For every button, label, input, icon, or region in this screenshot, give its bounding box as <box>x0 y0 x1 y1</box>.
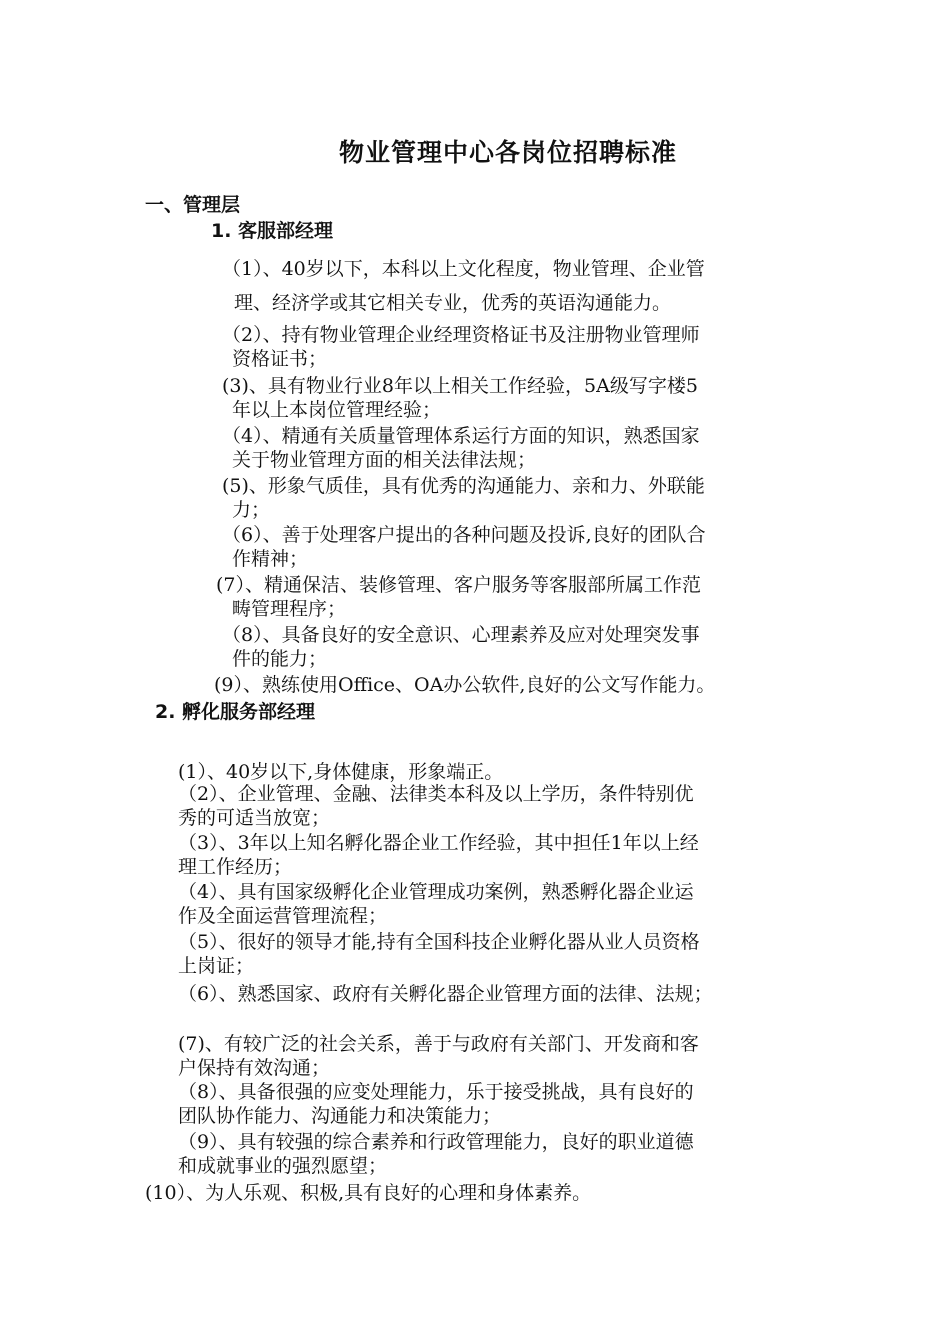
requirement-line: (7)、有较广泛的社会关系，善于与政府有关部门、开发商和客 <box>178 1033 699 1055</box>
customer-service-requirement-item-8 <box>222 623 700 671</box>
customer-service-requirement-item-2 <box>222 323 700 371</box>
requirement-line: 户保持有效沟通； <box>178 1057 331 1079</box>
requirement-line: (1）、40岁以下,身体健康，形象端正。 <box>178 761 504 783</box>
requirement-line: 团队协作能力、沟通能力和决策能力； <box>178 1105 502 1127</box>
requirement-line: （2）、持有物业管理企业经理资格证书及注册物业管理师 <box>222 324 700 346</box>
requirement-line: 关于物业管理方面的相关法律法规； <box>232 449 537 471</box>
incubation-service-requirement-item-9 <box>178 1130 694 1178</box>
document-title: 物业管理中心各岗位招聘标准 <box>338 138 677 167</box>
customer-service-requirement-item-4 <box>222 424 700 472</box>
requirement-line: 理工作经历； <box>178 856 293 878</box>
section-heading-management: 一、管理层 <box>145 194 241 216</box>
requirement-line: （5）、很好的领导才能,持有全国科技企业孵化器从业人员资格 <box>178 931 700 953</box>
requirement-line: （2）、企业管理、金融、法律类本科及以上学历，条件特别优 <box>178 783 694 805</box>
requirement-line: (3)、具有物业行业8年以上相关工作经验，5A级写字楼5 <box>222 375 698 397</box>
requirement-line: 作精神； <box>232 548 309 570</box>
requirement-line: (7）、精通保洁、装修管理、客户服务等客服部所属工作范 <box>216 574 702 596</box>
customer-service-requirement-item-7 <box>216 573 701 621</box>
requirement-line: 年以上本岗位管理经验； <box>232 399 442 421</box>
customer-service-requirement-item-3 <box>222 374 698 422</box>
requirement-line: 和成就事业的强烈愿望； <box>178 1155 388 1177</box>
incubation-service-requirement-item-7 <box>178 1032 699 1080</box>
incubation-service-requirement-item-6 <box>178 982 713 1006</box>
requirement-line: 上岗证； <box>178 955 255 977</box>
requirement-line: (10）、为人乐观、积极,具有良好的心理和身体素养。 <box>145 1182 592 1204</box>
requirement-line: （8）、具备很强的应变处理能力，乐于接受挑战，具有良好的 <box>178 1081 694 1103</box>
requirement-line: （9）、具有较强的综合素养和行政管理能力，良好的职业道德 <box>178 1131 694 1153</box>
customer-service-requirement-item-5 <box>222 474 705 522</box>
requirement-line: （3）、3年以上知名孵化器企业工作经验，其中担任1年以上经 <box>178 832 699 854</box>
position-heading-customer-service-manager: 1. 客服部经理 <box>211 220 334 242</box>
requirement-line: 秀的可适当放宽； <box>178 807 331 829</box>
requirement-line: 畴管理程序； <box>232 598 347 620</box>
requirement-line: 力； <box>232 499 271 521</box>
requirement-line: （1）、40岁以下，本科以上文化程度，物业管理、企业管 <box>222 258 705 280</box>
requirement-line: （6）、善于处理客户提出的各种问题及投诉,良好的团队合 <box>222 524 706 546</box>
requirement-line: (5)、形象气质佳，具有优秀的沟通能力、亲和力、外联能 <box>222 475 705 497</box>
incubation-service-requirement-item-3 <box>178 831 699 879</box>
requirement-line: (9）、熟练使用Office、OA办公软件,良好的公文写作能力。 <box>214 674 716 696</box>
incubation-service-requirement-item-8 <box>178 1080 694 1128</box>
requirement-line: 件的能力； <box>232 648 328 670</box>
requirement-line: 资格证书； <box>232 348 328 370</box>
requirement-line: （4）、具有国家级孵化企业管理成功案例，熟悉孵化器企业运 <box>178 881 694 903</box>
customer-service-requirement-item-9 <box>214 673 715 697</box>
customer-service-requirement-item-6 <box>222 523 706 571</box>
customer-service-requirement-item-1 <box>222 252 705 320</box>
requirement-line: （8）、具备良好的安全意识、心理素养及应对处理突发事 <box>222 624 700 646</box>
requirement-line: 理、经济学或其它相关专业，优秀的英语沟通能力。 <box>234 292 672 314</box>
requirement-line: 作及全面运营管理流程； <box>178 905 388 927</box>
requirement-line: （6）、熟悉国家、政府有关孵化器企业管理方面的法律、法规； <box>178 983 713 1005</box>
incubation-service-requirement-item-4 <box>178 880 694 928</box>
requirement-line: （4）、精通有关质量管理体系运行方面的知识，熟悉国家 <box>222 425 700 447</box>
incubation-service-requirement-item-10 <box>145 1181 591 1205</box>
incubation-service-requirement-item-2 <box>178 782 694 830</box>
position-heading-incubation-service-manager: 2. 孵化服务部经理 <box>155 701 316 723</box>
incubation-service-requirement-item-1 <box>178 760 503 784</box>
incubation-service-requirement-item-5 <box>178 930 700 978</box>
